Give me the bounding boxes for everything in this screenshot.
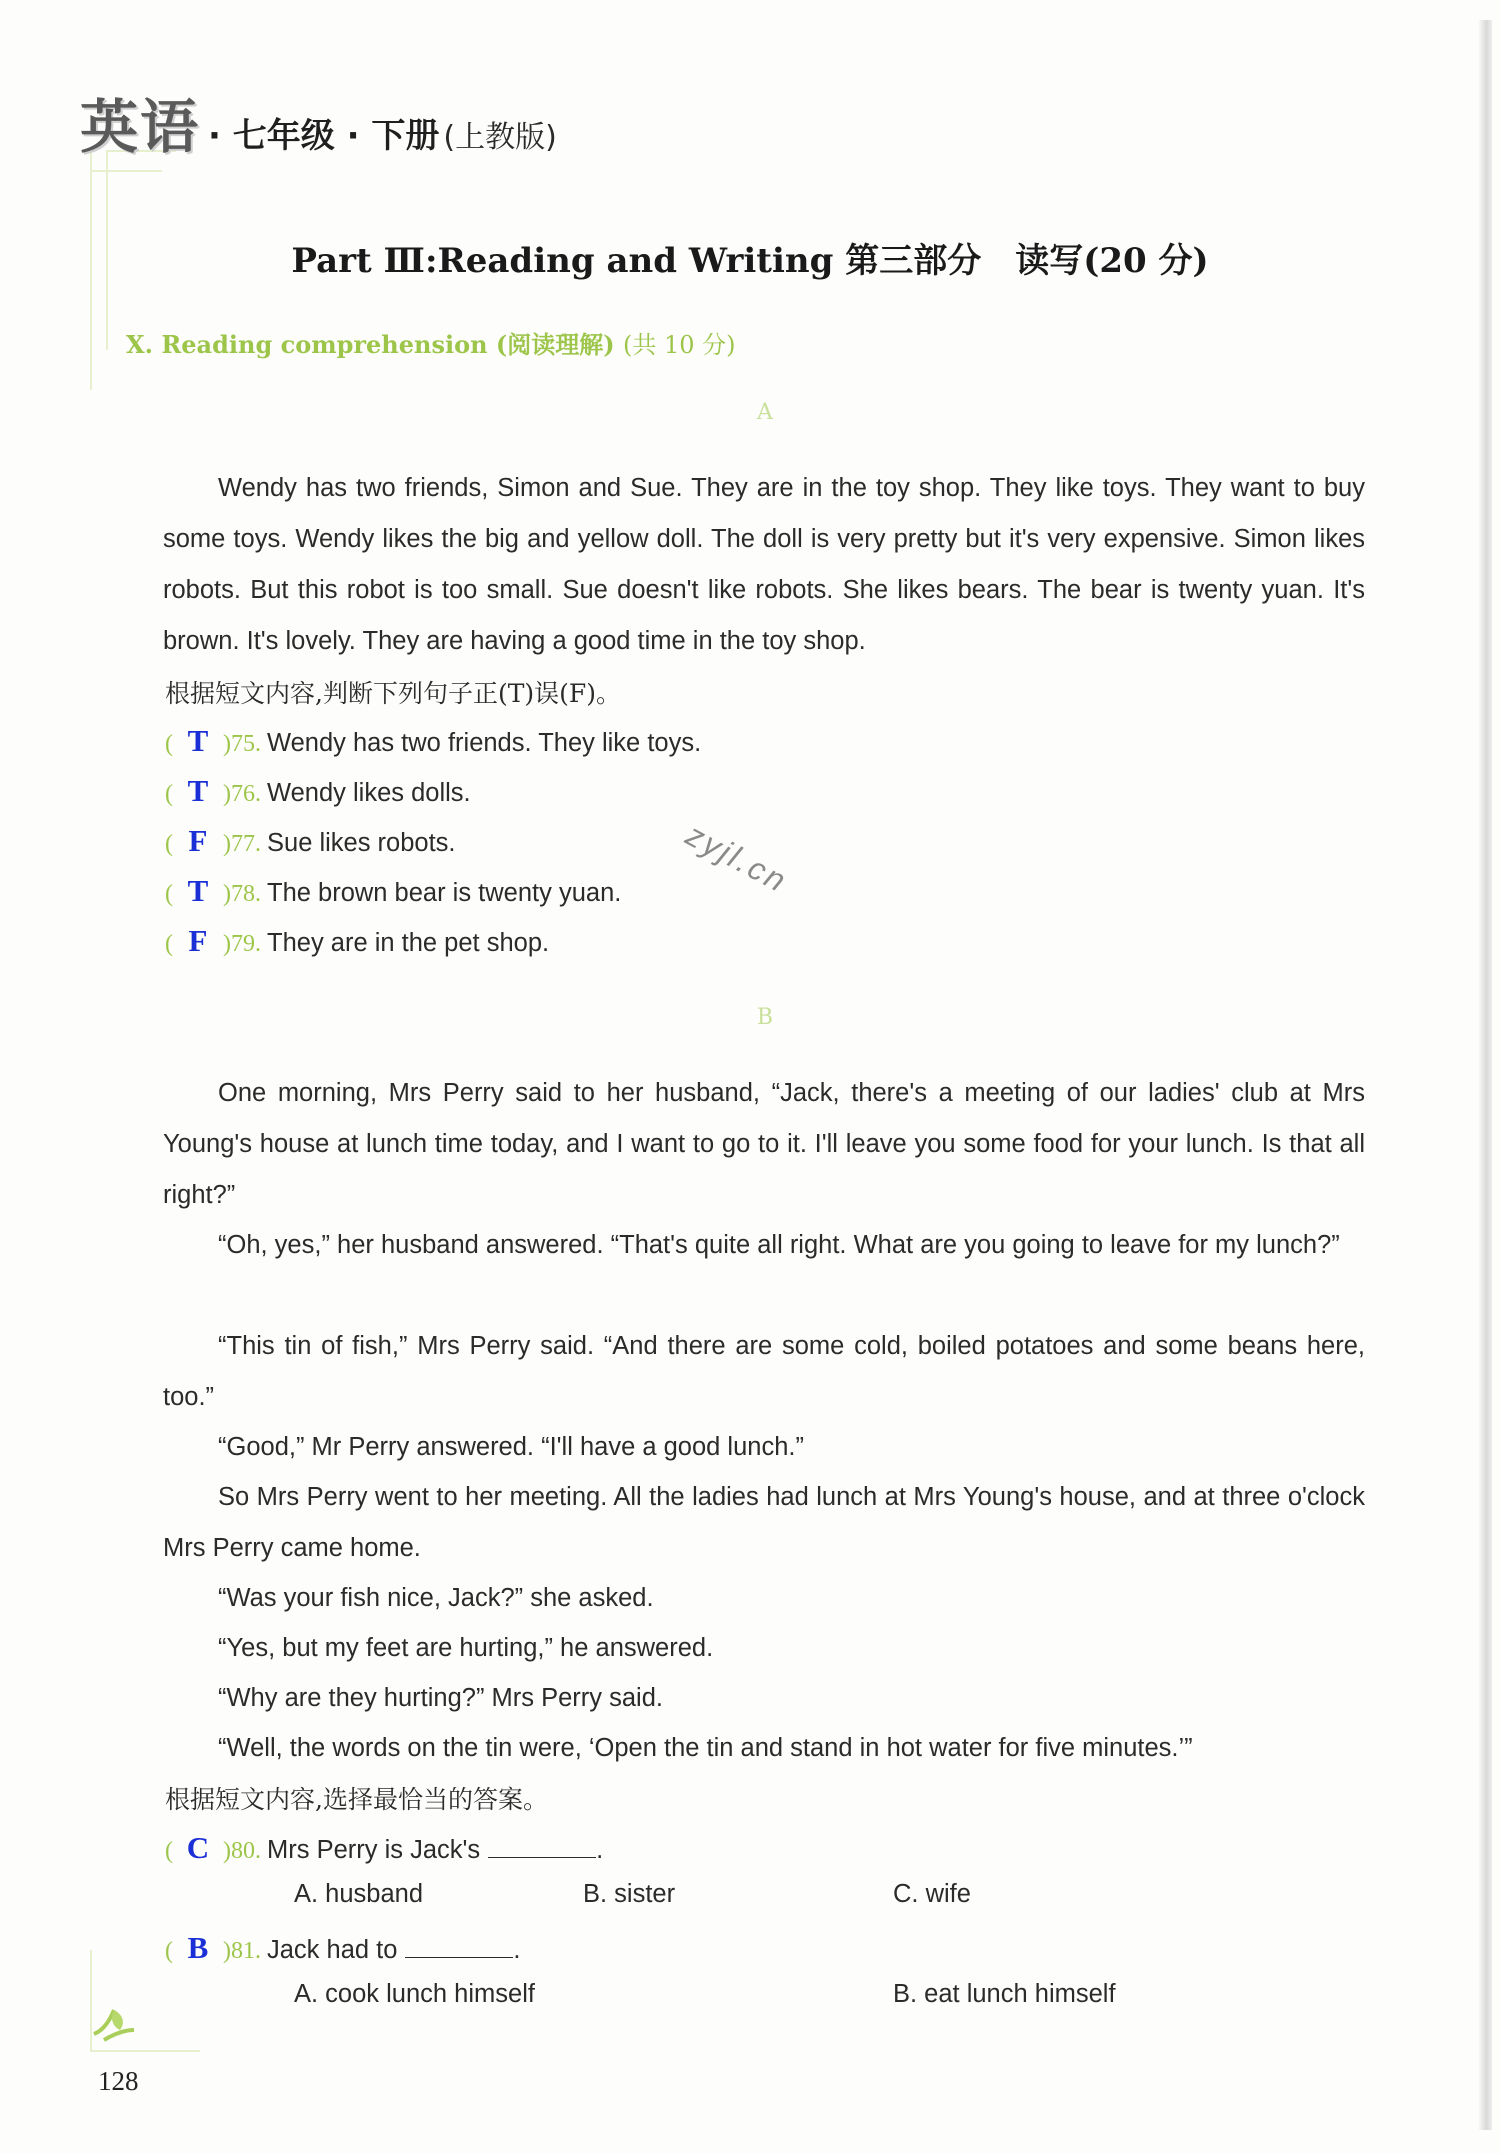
question-number: 78. (231, 881, 261, 907)
paren-open: ( (165, 831, 173, 857)
answer-75: T (187, 723, 209, 758)
question-text: Wendy has two friends. They like toys. (267, 729, 702, 757)
question-78 (165, 873, 621, 909)
paren-open: ( (165, 781, 173, 807)
paren-close: ) (223, 781, 231, 807)
question-75 (165, 723, 701, 759)
paren-close: ) (223, 1838, 231, 1864)
question-number: 81. (231, 1938, 261, 1964)
paren-close: ) (223, 831, 231, 857)
part-title: Part Ⅲ:Reading and Writing 第三部分 读写(20 分) (291, 241, 1209, 281)
paren-open: ( (165, 731, 173, 757)
paren-close: ) (223, 1938, 231, 1964)
passage-b-paragraph: “Good,” Mr Perry answered. “I'll have a good lunch.” (218, 1433, 804, 1461)
question-text: Wendy likes dolls. (267, 779, 471, 807)
passage-b-instruction: 根据短文内容,选择最恰当的答案。 (165, 1785, 548, 1814)
passage-b-paragraph: “Oh, yes,” her husband answered. “That's quite all right. What are you going to leave for my lunch?” (218, 1231, 1340, 1259)
passage-b-paragraph: “This tin of fish,” Mrs Perry said. “And there are some cold, boiled potatoes and some beans here, too.” (163, 1332, 1365, 1411)
paren-open: ( (165, 881, 173, 907)
page-edge-shadow (1478, 20, 1492, 2130)
answer-81: B (187, 1930, 209, 1965)
passage-b-paragraph: “Was your fish nice, Jack?” she asked. (218, 1584, 654, 1612)
section-points: (共 10 分) (622, 331, 736, 359)
header-edition: (上教版) (443, 120, 557, 155)
option-80-c: C. wife (893, 1880, 971, 1908)
option-80-b: B. sister (583, 1880, 676, 1908)
question-number: 80. (231, 1838, 261, 1864)
option-81-b: B. eat lunch himself (893, 1980, 1116, 2008)
section-title-text: Ⅹ. Reading comprehension (阅读理解) (126, 330, 615, 359)
passage-b-paragraph: One morning, Mrs Perry said to her husband, “Jack, there's a meeting of our ladies' club at Mrs Young's house at lunch time today, and I want to go to it. I'll leave you some food for your lunch. Is that all right?” (163, 1079, 1365, 1209)
question-end: . (596, 1836, 604, 1864)
decorative-corner-line (90, 2050, 200, 2052)
question-80 (165, 1830, 603, 1866)
answer-blank (488, 1837, 596, 1858)
passage-b-paragraph: So Mrs Perry went to her meeting. All the ladies had lunch at Mrs Young's house, and at three o'clock Mrs Perry came home. (163, 1483, 1365, 1562)
question-text: Sue likes robots. (267, 829, 456, 857)
passage-a-letter: A (757, 400, 773, 425)
question-text: They are in the pet shop. (267, 929, 550, 957)
option-80-a: A. husband (294, 1880, 424, 1908)
leaf-icon (90, 1990, 200, 2050)
passage-a-instruction: 根据短文内容,判断下列句子正(T)误(F)。 (165, 679, 621, 708)
question-number: 75. (231, 731, 261, 757)
question-end: . (513, 1936, 521, 1964)
question-79 (165, 923, 549, 959)
section-title (126, 325, 736, 360)
answer-79: F (188, 923, 208, 958)
paren-open: ( (165, 1938, 173, 1964)
watermark: zyjl.cn (680, 816, 795, 900)
header-subject: 英语 (80, 93, 201, 161)
paren-open: ( (165, 931, 173, 957)
paren-open: ( (165, 1838, 173, 1864)
option-81-a: A. cook lunch himself (294, 1980, 535, 2008)
answer-78: T (187, 873, 209, 908)
paren-close: ) (223, 931, 231, 957)
question-text: Mrs Perry is Jack's (267, 1836, 481, 1864)
question-81 (165, 1930, 521, 1966)
paren-close: ) (223, 731, 231, 757)
answer-76: T (187, 773, 209, 808)
question-text: The brown bear is twenty yuan. (267, 879, 622, 907)
passage-b-paragraph: “Well, the words on the tin were, ‘Open the tin and stand in hot water for five minutes.’” (218, 1734, 1193, 1762)
question-77 (165, 823, 456, 859)
question-number: 79. (231, 931, 261, 957)
question-text: Jack had to (267, 1936, 398, 1964)
passage-b-paragraph: “Yes, but my feet are hurting,” he answered. (218, 1634, 714, 1662)
page-number: 128 (98, 2066, 139, 2096)
question-number: 76. (231, 781, 261, 807)
paren-close: ) (223, 881, 231, 907)
passage-a-text: Wendy has two friends, Simon and Sue. They are in the toy shop. They like toys. They want to buy some toys. Wendy likes the big and yellow doll. The doll is very pretty but it's very expensive. Simon likes robots. But this robot is too small. Sue doesn't like robots. She likes bears. The bear is twenty yuan. It's brown. It's lovely. They are having a good time in the toy shop. (163, 474, 1365, 655)
answer-80: C (186, 1830, 210, 1865)
passage-b-paragraph: “Why are they hurting?” Mrs Perry said. (218, 1684, 663, 1712)
book-header (80, 80, 557, 164)
header-grade: · 七年级 · 下册 (208, 116, 440, 156)
question-76 (165, 773, 471, 809)
answer-77: F (188, 823, 208, 858)
question-number: 77. (231, 831, 261, 857)
passage-b-letter: B (756, 1005, 774, 1030)
answer-blank (405, 1937, 513, 1958)
